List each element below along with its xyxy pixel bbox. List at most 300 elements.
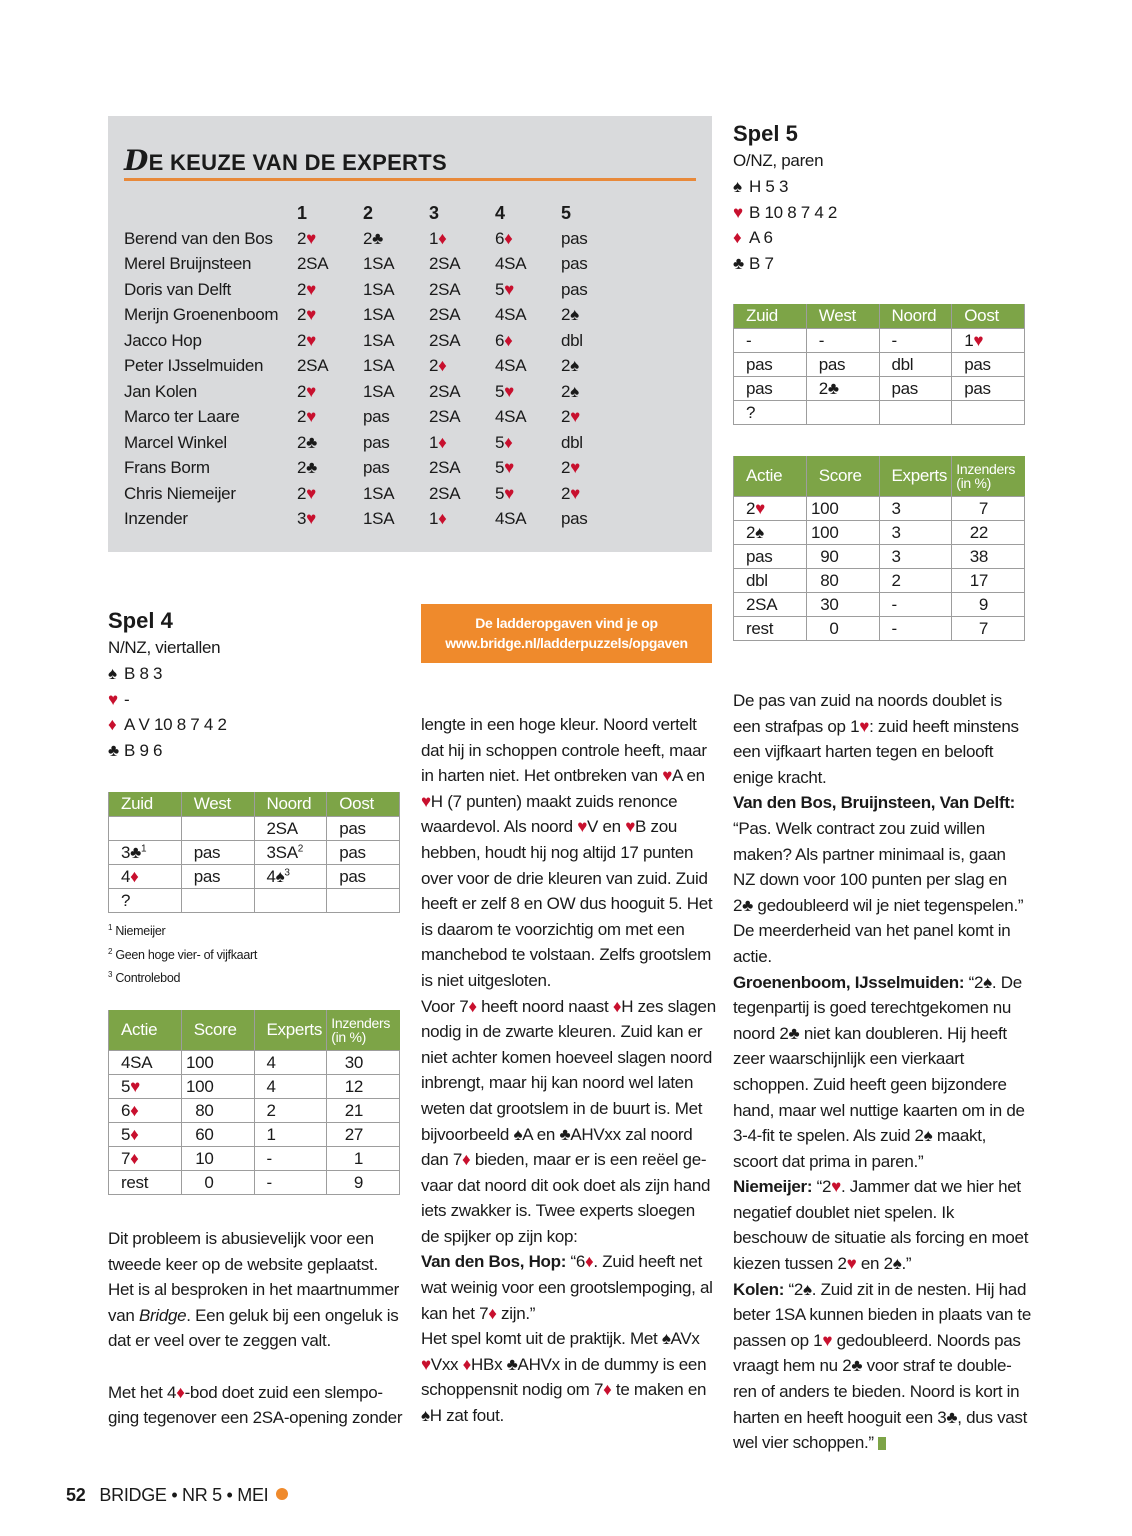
suit-icon: ♥ (306, 509, 316, 529)
suit-icon: ♦ (603, 1380, 612, 1400)
score-cell: 10 (181, 1147, 254, 1171)
spel4-footnotes (108, 918, 257, 989)
bidding-row (734, 329, 1025, 353)
suit-icon: ♦ (438, 432, 447, 452)
score-row (109, 1051, 400, 1075)
score-row (734, 569, 1025, 593)
expert-name: Jacco Hop (124, 330, 202, 350)
bid-cell: - (879, 329, 952, 353)
suit-icon: ♥ (577, 817, 588, 837)
expert-row (124, 354, 611, 380)
experts-cell: 3 (879, 521, 952, 545)
spade-icon: ♠ (733, 177, 742, 196)
experts-cell: 4 (254, 1051, 327, 1075)
score-row (109, 1171, 400, 1195)
paragraph: lengte in een hoge kleur. Noord vertelt dat hij in schoppen controle heeft, maar in harten niet. Het ontbreken van ♥A en ♥H (7 punten) maakt zuids renonce waardevol. Als noord ♥V en ♥B zou hebben, houdt hij nog altijd 17 punten over voor de drie kleuren van zuid. Zuid heeft er zelf 8 en OW dus hooguit 5. Het is daarom te voorzichtig om met een manchebod te volstaan. Zelfs grootslem is niet uitgesloten. (421, 715, 713, 990)
article-end-mark (878, 1437, 886, 1450)
suit-icon: ♥ (421, 791, 431, 811)
expert-bid: pas (363, 458, 390, 478)
experts-cell: - (879, 593, 952, 617)
score-header: Inzenders (in %) (327, 1010, 400, 1051)
bid-cell (109, 817, 182, 841)
expert-bid: 2♣ (297, 458, 318, 478)
bid-cell: 4♠$^3$ (254, 865, 327, 889)
inzenders-cell: 12 (327, 1075, 400, 1099)
title-divider (124, 178, 696, 181)
footnote: $^1$ Niemeijer (108, 923, 166, 939)
bid-cell (181, 889, 254, 913)
bidding-row (109, 841, 400, 865)
bid-cell: - (806, 329, 879, 353)
action-cell: pas (734, 545, 807, 569)
expert-bid: 2♣ (297, 432, 318, 452)
spel5-score-table (733, 456, 1025, 641)
cards: B 10 8 7 4 2 (749, 202, 838, 222)
score-cell: 0 (806, 617, 879, 641)
score-header: Experts (879, 456, 952, 497)
expert-row (124, 328, 611, 354)
inzenders-cell: 30 (327, 1051, 400, 1075)
bidding-header-row (109, 792, 400, 817)
hand-suit-line (108, 712, 227, 738)
suit-icon: ♥ (504, 483, 514, 503)
expert-bid: 4SA (495, 254, 527, 274)
suit-icon: ♦ (462, 1354, 472, 1374)
suit-icon: ♥ (504, 381, 514, 401)
spel4-text (108, 1226, 403, 1431)
expert-bid: 2SA (429, 254, 461, 274)
paragraph: Van den Bos, Hop: “6♦. Zuid heeft net wat weinig voor een grootslempoging, al kan het 7♦ zijn.” (421, 1252, 713, 1323)
experts-header-row (124, 200, 611, 226)
spade-icon: ♠ (108, 664, 117, 683)
spel4-bidding-table (108, 792, 400, 913)
club-icon: ♣ (733, 253, 744, 273)
expert-bid: 2SA (429, 381, 461, 401)
expert-row (124, 405, 611, 431)
expert-bid: 2♥ (297, 330, 316, 350)
expert-name: Marco ter Laare (124, 407, 240, 427)
expert-bid: 1♦ (429, 228, 447, 248)
bid-cell: pas (327, 817, 400, 841)
bidding-header: West (181, 792, 254, 817)
suit-icon: ♥ (831, 1177, 841, 1197)
suit-icon: ♥ (306, 407, 316, 427)
paragraph: Dit probleem is abusievelijk voor een tweede keer op de website geplaatst. Het is al besproken in het maartnummer van Bridge. Een geluk bij een ongeluk is dat er veel over te zeggen valt. (108, 1229, 399, 1351)
expert-bid: 6♦ (495, 228, 513, 248)
expert-bid: 2♥ (561, 407, 580, 427)
suit-icon: ♦ (130, 1124, 139, 1144)
bid-cell: dbl (879, 353, 952, 377)
bidding-header-row (734, 304, 1025, 329)
score-row (109, 1099, 400, 1123)
experts-cell: - (254, 1147, 327, 1171)
cards: B 8 3 (124, 664, 163, 683)
expert-row (124, 430, 611, 456)
suit-icon: ♦ (504, 432, 513, 452)
inzenders-cell: 27 (327, 1123, 400, 1147)
paragraph: Van den Bos, Bruijnsteen, Van Delft: “Pas. Welk contract zou zuid willen maken? Als partner minimaal is, gaan NZ down voor 100 punten per slag en 2♣ gedoubleerd wil je niet tegenspelen.” (733, 793, 1024, 915)
expert-bid: 2♦ (429, 356, 447, 376)
inzenders-cell: 7 (952, 497, 1025, 521)
expert-bid: 1SA (363, 279, 395, 299)
action-cell: 2♠ (734, 521, 807, 545)
score-cell: 0 (181, 1171, 254, 1195)
expert-bid: dbl (561, 432, 583, 452)
spel5-subtitle: O/NZ, paren (733, 151, 824, 170)
column-header: 4 (495, 202, 505, 223)
bid-cell: 1♥ (952, 329, 1025, 353)
action-cell: 5♦ (109, 1123, 182, 1147)
expert-row (124, 456, 611, 482)
paragraph: Groenenboom, IJsselmuiden: “2♠. De tegenpartij is goed terechtgekomen nu noord 2♣ niet kan doubleren. Hij heeft zeer waarschijnlijk een vierkaart schoppen. Zuid heeft geen bijzondere hand, maar wel nuttige kaarten om in de 3-4-fit te spelen. Als zuid 2♠ maakt, scoort dat prima in paren.” (733, 972, 1025, 1171)
experts-cell: 3 (879, 545, 952, 569)
expert-bid: pas (363, 432, 390, 452)
suit-icon: ♥ (504, 458, 514, 478)
expert-row (124, 303, 611, 329)
expert-bid: 6♦ (495, 330, 513, 350)
suit-icon: ♥ (306, 279, 316, 299)
score-header: Score (181, 1010, 254, 1051)
score-header: Score (806, 456, 879, 497)
expert-bid: pas (561, 228, 588, 248)
bidding-header: Noord (254, 792, 327, 817)
expert-bid: 5♥ (495, 381, 514, 401)
expert-name: Berend van den Bos (124, 228, 273, 248)
expert-bid: 2♥ (297, 483, 316, 503)
action-cell: 2♥ (734, 497, 807, 521)
expert-bid: pas (363, 407, 390, 427)
expert-bid: 1SA (363, 254, 395, 274)
bid-cell: pas (734, 353, 807, 377)
bid-cell: ? (109, 889, 182, 913)
bid-cell: pas (181, 841, 254, 865)
bid-cell (327, 889, 400, 913)
inzenders-cell: 22 (952, 521, 1025, 545)
suit-icon: ♦ (438, 228, 447, 248)
column-header: 3 (429, 202, 439, 223)
ladder-banner: De ladderopgaven vind je op www.bridge.nl/ladderpuzzels/opgaven (421, 604, 712, 663)
expert-bid: 5♥ (495, 279, 514, 299)
suit-icon: ♦ (438, 509, 447, 529)
experts-table (124, 200, 611, 532)
page-footer (66, 1485, 288, 1506)
bidding-header: West (806, 304, 879, 329)
score-header-row (734, 456, 1025, 497)
suit-icon: ♥ (570, 407, 580, 427)
spel4-title: Spel 4 (108, 608, 173, 633)
expert-row (124, 252, 611, 278)
bid-cell: - (734, 329, 807, 353)
score-row (109, 1075, 400, 1099)
expert-bid: pas (561, 279, 588, 299)
ladder-link[interactable]: www.bridge.nl/ladderpuzzels/opgaven (445, 635, 688, 651)
cards: A V 10 8 7 4 2 (124, 715, 227, 735)
expert-bid: 2SA (297, 254, 329, 274)
bidding-row (734, 377, 1025, 401)
bidding-row (109, 817, 400, 841)
bid-cell: pas (734, 377, 807, 401)
inzenders-cell: 38 (952, 545, 1025, 569)
expert-bid: 4SA (495, 509, 527, 529)
expert-name: Doris van Delft (124, 279, 231, 299)
action-cell: 6♦ (109, 1099, 182, 1123)
paragraph: De meerderheid van het panel komt in actie. (733, 921, 1011, 966)
paragraph: Kolen: “2♠. Zuid zit in de nesten. Hij had beter 1SA kunnen bieden in plaats van te passen op 1♥ gedoubleerd. Noords pas vraagt hem nu 2♣ voor straf te double-ren of anders te bieden. Noord is kort in harten en heeft hooguit een 3♣, dus vast wel vier schoppen.” (733, 1279, 1032, 1453)
score-cell: 100 (806, 497, 879, 521)
expert-name: Merijn Groenenboom (124, 305, 279, 325)
score-row (734, 545, 1025, 569)
suit-icon: ♦ (488, 1303, 497, 1323)
expert-bid: 1SA (363, 483, 395, 503)
expert-row (124, 226, 611, 252)
spel4-hand (108, 661, 227, 763)
bid-cell: pas (181, 865, 254, 889)
suit-icon: ♦ (504, 330, 513, 350)
expert-bid: dbl (561, 330, 583, 350)
score-cell: 100 (181, 1051, 254, 1075)
expert-bid: 3♥ (297, 509, 316, 529)
heart-icon: ♥ (733, 202, 743, 222)
bid-cell: 3♣$^1$ (109, 841, 182, 865)
score-header-row (109, 1010, 400, 1051)
expert-name: Inzender (124, 509, 188, 529)
score-row (109, 1123, 400, 1147)
orange-dot-icon (276, 1488, 288, 1500)
middle-text (421, 712, 716, 1429)
suit-icon: ♦ (130, 1148, 139, 1168)
suit-icon: ♥ (306, 483, 316, 503)
action-cell: 4SA (109, 1051, 182, 1075)
score-cell: 90 (806, 545, 879, 569)
club-icon: ♣ (108, 740, 119, 760)
bidding-row (734, 401, 1025, 425)
column-header: 5 (561, 202, 571, 223)
expert-bid: 2SA (429, 305, 461, 325)
expert-bid: 1SA (363, 330, 395, 350)
bidding-header: Oost (327, 792, 400, 817)
hand-suit-line (108, 661, 227, 687)
score-header: Experts (254, 1010, 327, 1051)
action-cell: 7♦ (109, 1147, 182, 1171)
action-cell: 5♥ (109, 1075, 182, 1099)
suit-icon: ♦ (612, 996, 622, 1016)
expert-name: Peter IJsselmuiden (124, 356, 264, 376)
expert-bid: 2♥ (561, 458, 580, 478)
suit-icon: ♥ (570, 458, 580, 478)
score-row (109, 1147, 400, 1171)
expert-name: Chris Niemeijer (124, 483, 236, 503)
score-cell: 100 (181, 1075, 254, 1099)
suit-icon: ♦ (130, 1100, 139, 1120)
hand-suit-line (733, 174, 837, 200)
bidding-header: Zuid (734, 304, 807, 329)
bidding-row (734, 353, 1025, 377)
inzenders-cell: 1 (327, 1147, 400, 1171)
score-header: Actie (109, 1010, 182, 1051)
suit-icon: ♥ (859, 716, 870, 736)
cards: - (124, 689, 130, 709)
suit-icon: ♥ (822, 1330, 833, 1350)
score-cell: 100 (806, 521, 879, 545)
suit-icon: ♥ (662, 766, 672, 786)
expert-bid: 5♥ (495, 483, 514, 503)
column-header: 1 (297, 202, 307, 223)
action-cell: dbl (734, 569, 807, 593)
experts-cell: 4 (254, 1075, 327, 1099)
cards: B 9 6 (124, 740, 163, 760)
spel4-subtitle: N/NZ, viertallen (108, 638, 221, 657)
expert-bid: 1SA (363, 509, 395, 529)
bid-cell: 2♣ (806, 377, 879, 401)
experts-cell: 2 (879, 569, 952, 593)
inzenders-cell: 7 (952, 617, 1025, 641)
inzenders-cell: 9 (327, 1171, 400, 1195)
bidding-row (109, 889, 400, 913)
cards: B 7 (749, 253, 774, 273)
hand-suit-line (733, 251, 837, 277)
experts-choice-box (108, 116, 712, 552)
paragraph: Het spel komt uit de praktijk. Met ♠AVx ♥Vxx ♦HBx ♣AHVx in de dummy is een schoppensnit nodig om 7♦ te maken en ♠H zat fout. (421, 1329, 707, 1426)
paragraph: Met het 4♦-bod doet zuid een slempo-ging tegenover een 2SA-opening zonder (108, 1382, 403, 1428)
expert-bid: 1SA (363, 381, 395, 401)
score-header: Actie (734, 456, 807, 497)
expert-bid: 2♥ (297, 381, 316, 401)
expert-bid: 1♦ (429, 432, 447, 452)
expert-bid: 2♣ (363, 228, 384, 248)
footnote: $^2$ Geen hoge vier- of vijfkaart (108, 946, 258, 962)
bid-cell (879, 401, 952, 425)
bid-cell: pas (806, 353, 879, 377)
suit-icon: ♥ (504, 279, 514, 299)
suit-icon: ♥ (306, 330, 316, 350)
bid-cell: pas (327, 841, 400, 865)
expert-row (124, 277, 611, 303)
inzenders-cell: 17 (952, 569, 1025, 593)
experts-cell: - (254, 1171, 327, 1195)
score-row (734, 593, 1025, 617)
experts-cell: - (879, 617, 952, 641)
expert-bid: 2SA (429, 458, 461, 478)
expert-bid: 4SA (495, 356, 527, 376)
page-number: 52 (66, 1485, 86, 1505)
suit-icon: ♥ (570, 483, 580, 503)
expert-bid: 2SA (429, 330, 461, 350)
action-cell: rest (109, 1171, 182, 1195)
bid-cell: pas (952, 377, 1025, 401)
suit-icon: ♦ (462, 1150, 471, 1170)
diamond-icon: ♦ (733, 228, 742, 248)
expert-bid: 2♥ (297, 305, 316, 325)
experts-cell: 2 (254, 1099, 327, 1123)
column-header: 2 (363, 202, 373, 223)
expert-bid: 4SA (495, 305, 527, 325)
paragraph: Voor 7♦ heeft noord naast ♦H zes slagen nodig in de zwarte kleuren. Zuid kan er niet achter komen hoeveel slagen noord inbrengt, maar hij kan noord wel laten weten dat grootslem in de buurt is. Met bijvoorbeeld ♠A en ♣AHVxx zal noord dan 7♦ bieden, maar er is een reëel ge-vaar dat noord dit ook doet als zijn hand iets zwakker is. Twee experts sloegen de spijker op zijn kop: (421, 996, 716, 1246)
bid-cell: $3SA^2$ (254, 841, 327, 865)
expert-bid: 2SA (429, 407, 461, 427)
expert-bid: 2SA (297, 356, 329, 376)
score-row (734, 497, 1025, 521)
suit-icon: ♦ (504, 228, 513, 248)
cards: A 6 (749, 228, 773, 248)
bid-cell (254, 889, 327, 913)
expert-name: Frans Borm (124, 458, 210, 478)
bid-cell: 4♦ (109, 865, 182, 889)
bid-cell: pas (327, 865, 400, 889)
score-cell: 30 (806, 593, 879, 617)
action-cell: rest (734, 617, 807, 641)
expert-name: Marcel Winkel (124, 432, 227, 452)
suit-icon: ♦ (130, 866, 139, 886)
publication-info: BRIDGE • NR 5 • MEI (99, 1485, 269, 1505)
expert-bid: 2SA (429, 279, 461, 299)
spel5-hand (733, 174, 837, 276)
expert-bid: 2♠ (561, 356, 579, 376)
diamond-icon: ♦ (108, 715, 117, 735)
expert-name: Merel Bruijnsteen (124, 254, 252, 274)
expert-name: Jan Kolen (124, 381, 197, 401)
footnote: $^3$ Controlebod (108, 970, 181, 986)
hand-suit-line (108, 687, 227, 713)
expert-bid: 1SA (363, 305, 395, 325)
experts-title: DE KEUZE VAN DE EXPERTS (124, 144, 447, 177)
suit-icon: ♦ (438, 356, 447, 376)
spel5-bidding-table (733, 304, 1025, 425)
paragraph: De pas van zuid na noords doublet is een strafpas op 1♥: zuid heeft minstens een vijfkaart harten tegen en belooft enige kracht. (733, 691, 1019, 787)
hand-suit-line (108, 738, 227, 764)
experts-cell: 1 (254, 1123, 327, 1147)
bidding-header: Noord (879, 304, 952, 329)
expert-bid: 2♠ (561, 305, 579, 325)
score-header: Inzenders (in %) (952, 456, 1025, 497)
score-cell: 80 (181, 1099, 254, 1123)
suit-icon: ♥ (306, 228, 316, 248)
bid-cell: ? (734, 401, 807, 425)
expert-bid: 1SA (363, 356, 395, 376)
suit-icon: ♥ (755, 498, 765, 518)
action-cell: 2SA (734, 593, 807, 617)
expert-bid: 4SA (495, 407, 527, 427)
bid-cell: pas (952, 353, 1025, 377)
expert-row (124, 481, 611, 507)
score-cell: 80 (806, 569, 879, 593)
heart-icon: ♥ (108, 689, 118, 709)
bid-cell: 2SA (254, 817, 327, 841)
suit-icon: ♥ (306, 305, 316, 325)
expert-bid: 1♦ (429, 509, 447, 529)
expert-bid: 5♦ (495, 432, 513, 452)
suit-icon: ♥ (306, 381, 316, 401)
suit-icon: ♦ (176, 1382, 185, 1402)
spel4-score-table (108, 1010, 400, 1195)
bidding-header: Oost (952, 304, 1025, 329)
expert-bid: 5♥ (495, 458, 514, 478)
paragraph: Niemeijer: “2♥. Jammer dat we hier het negatief doublet niet spelen. Ik beschouw de situatie als forcing en moet kiezen tussen 2♥ en 2♠.” (733, 1177, 1029, 1274)
expert-row (124, 379, 611, 405)
suit-icon: ♥ (625, 817, 636, 837)
bid-cell: pas (879, 377, 952, 401)
expert-row (124, 507, 611, 533)
suit-icon: ♦ (585, 1252, 594, 1272)
expert-bid: pas (561, 509, 588, 529)
inzenders-cell: 21 (327, 1099, 400, 1123)
cards: H 5 3 (749, 177, 789, 196)
experts-cell: 3 (879, 497, 952, 521)
expert-bid: 2♥ (297, 279, 316, 299)
suit-icon: ♥ (973, 330, 984, 350)
inzenders-cell: 9 (952, 593, 1025, 617)
score-row (734, 617, 1025, 641)
suit-icon: ♥ (130, 1076, 140, 1096)
